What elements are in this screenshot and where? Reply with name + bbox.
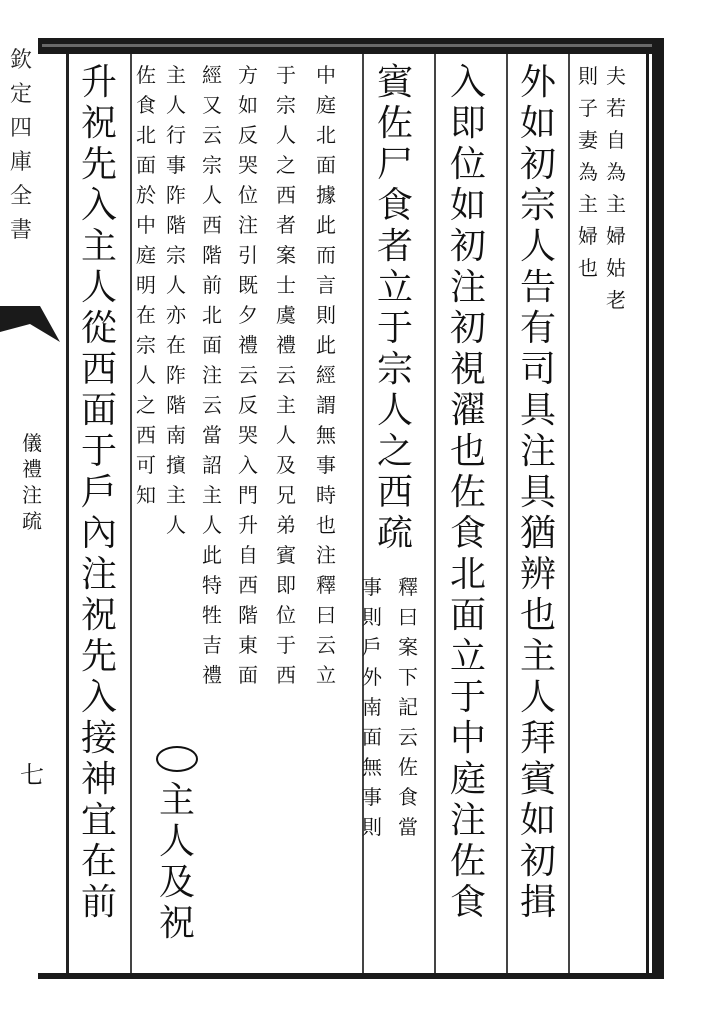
- glyph: 經: [202, 63, 222, 87]
- glyph: 阼: [166, 363, 186, 387]
- glyph: 從: [80, 308, 117, 349]
- glyph: 主: [276, 393, 296, 417]
- glyph: 注: [449, 267, 486, 308]
- glyph: 于: [80, 431, 117, 472]
- glyph: 宗: [166, 243, 186, 267]
- glyph: 注: [238, 213, 258, 237]
- glyph: 有: [519, 308, 556, 349]
- glyph: 人: [166, 513, 186, 537]
- glyph: 于: [376, 308, 413, 349]
- glyph: 人: [80, 267, 117, 308]
- glyph: 主: [519, 636, 556, 677]
- leaf-number: [20, 762, 50, 788]
- glyph: 初: [519, 144, 556, 185]
- column-rule: [434, 54, 436, 973]
- glyph: 此: [316, 333, 336, 357]
- glyph: 主: [166, 483, 186, 507]
- glyph: 宗: [276, 93, 296, 117]
- glyph: 戶: [80, 472, 117, 513]
- glyph: 北: [136, 123, 156, 147]
- glyph: 明: [136, 273, 156, 297]
- frame-top-inner-line: [42, 44, 660, 47]
- glyph: 主: [578, 192, 598, 216]
- glyph: 接: [80, 718, 117, 759]
- glyph: 老: [606, 288, 626, 312]
- glyph: 位: [276, 603, 296, 627]
- glyph: 吉: [202, 633, 222, 657]
- glyph: 初: [519, 841, 556, 882]
- glyph: 宜: [80, 800, 117, 841]
- glyph: 辨: [519, 554, 556, 595]
- glyph: 反: [238, 393, 258, 417]
- glyph: 則: [316, 303, 336, 327]
- glyph: 當: [202, 423, 222, 447]
- text-column: [517, 62, 559, 923]
- text-column: [78, 62, 120, 923]
- text-column: [134, 60, 158, 510]
- text-column: [200, 60, 224, 690]
- glyph: 司: [519, 349, 556, 390]
- glyph: 疏: [22, 509, 42, 533]
- glyph: 立: [316, 663, 336, 687]
- glyph: 于: [449, 677, 486, 718]
- glyph: 入: [449, 62, 486, 103]
- glyph: 食: [398, 785, 418, 809]
- glyph: 揖: [519, 882, 556, 923]
- glyph: 知: [136, 483, 156, 507]
- glyph: 案: [398, 635, 418, 659]
- glyph: 人: [519, 677, 556, 718]
- glyph: 云: [276, 363, 296, 387]
- glyph: 南: [362, 695, 382, 719]
- glyph: 人: [166, 93, 186, 117]
- glyph: 初: [449, 308, 486, 349]
- glyph: 謂: [316, 393, 336, 417]
- glyph: 事: [316, 453, 336, 477]
- glyph: 祝: [80, 595, 117, 636]
- glyph: 階: [166, 393, 186, 417]
- glyph: 疏: [376, 513, 413, 554]
- glyph: 宗: [202, 153, 222, 177]
- glyph: 也: [519, 595, 556, 636]
- glyph: 濯: [449, 390, 486, 431]
- glyph: 引: [238, 243, 258, 267]
- glyph: 前: [80, 882, 117, 923]
- glyph: 弟: [276, 513, 296, 537]
- glyph: 事: [362, 785, 382, 809]
- glyph: 此: [316, 213, 336, 237]
- glyph: 此: [202, 543, 222, 567]
- glyph: 入: [238, 453, 258, 477]
- glyph: 如: [238, 93, 258, 117]
- glyph: 面: [80, 390, 117, 431]
- glyph: 宗: [376, 349, 413, 390]
- glyph: 面: [316, 153, 336, 177]
- glyph: 主: [80, 226, 117, 267]
- glyph: 拜: [519, 718, 556, 759]
- glyph: 如: [519, 800, 556, 841]
- frame-right-inner-line: [646, 54, 649, 973]
- glyph: 注: [519, 431, 556, 472]
- glyph: 為: [578, 160, 598, 184]
- glyph: 人: [158, 821, 195, 862]
- glyph: 西: [276, 183, 296, 207]
- glyph: 先: [80, 144, 117, 185]
- glyph: 階: [166, 213, 186, 237]
- glyph: 全: [9, 184, 32, 209]
- glyph: 欽: [9, 48, 32, 73]
- glyph: 賓: [519, 759, 556, 800]
- glyph: 反: [238, 123, 258, 147]
- glyph: 位: [238, 183, 258, 207]
- text-column: [274, 60, 298, 690]
- glyph: 云: [398, 725, 418, 749]
- glyph: 曰: [398, 605, 418, 629]
- glyph: 食: [136, 93, 156, 117]
- glyph: 人: [276, 423, 296, 447]
- glyph: 為: [606, 160, 626, 184]
- glyph: 西: [238, 573, 258, 597]
- glyph: 佐: [398, 755, 418, 779]
- glyph: 中: [316, 63, 336, 87]
- glyph: 注: [202, 363, 222, 387]
- glyph: 妻: [578, 128, 598, 152]
- glyph: 西: [202, 213, 222, 237]
- glyph: 面: [362, 725, 382, 749]
- frame-left-border: [66, 54, 69, 973]
- glyph: 即: [449, 103, 486, 144]
- text-column: [447, 62, 489, 923]
- glyph: 事: [362, 575, 382, 599]
- glyph: 於: [136, 183, 156, 207]
- glyph: 北: [449, 554, 486, 595]
- glyph: 定: [9, 82, 32, 107]
- glyph: 位: [449, 144, 486, 185]
- glyph: 下: [398, 665, 418, 689]
- glyph: 賓: [376, 62, 413, 103]
- glyph: 擯: [166, 453, 186, 477]
- glyph: 禮: [22, 457, 42, 481]
- glyph: 夫: [606, 64, 626, 88]
- glyph: 視: [449, 349, 486, 390]
- glyph: 在: [80, 841, 117, 882]
- glyph: 七: [20, 761, 44, 789]
- glyph: 佐: [449, 841, 486, 882]
- glyph: 食: [376, 185, 413, 226]
- glyph: 如: [449, 185, 486, 226]
- glyph: 可: [136, 453, 156, 477]
- margin-label: [20, 430, 44, 534]
- annotation-column: [360, 572, 384, 842]
- section-circle-mark: [156, 746, 198, 772]
- glyph: 人: [276, 123, 296, 147]
- glyph: 北: [202, 303, 222, 327]
- glyph: 釋: [316, 573, 336, 597]
- glyph: 階: [238, 603, 258, 627]
- glyph: 也: [578, 256, 598, 280]
- glyph: 釋: [398, 575, 418, 599]
- glyph: 面: [136, 153, 156, 177]
- glyph: 注: [449, 800, 486, 841]
- text-column: [236, 60, 260, 690]
- glyph: 佐: [136, 63, 156, 87]
- glyph: 前: [202, 273, 222, 297]
- glyph: 佐: [376, 103, 413, 144]
- text-column: [374, 62, 416, 554]
- glyph: 時: [316, 483, 336, 507]
- text-column: [576, 60, 600, 284]
- glyph: 神: [80, 759, 117, 800]
- glyph: 事: [166, 153, 186, 177]
- glyph: 升: [238, 513, 258, 537]
- glyph: 主: [606, 192, 626, 216]
- glyph: 入: [80, 185, 117, 226]
- glyph: 南: [166, 423, 186, 447]
- glyph: 之: [136, 393, 156, 417]
- glyph: 東: [238, 633, 258, 657]
- glyph: 行: [166, 123, 186, 147]
- glyph: 云: [202, 393, 222, 417]
- glyph: 方: [238, 63, 258, 87]
- column-rule: [130, 54, 132, 973]
- glyph: 人: [519, 226, 556, 267]
- glyph: 自: [238, 543, 258, 567]
- glyph: 如: [519, 103, 556, 144]
- glyph: 西: [80, 349, 117, 390]
- glyph: 夕: [238, 303, 258, 327]
- fish-tail-ornament: [0, 306, 60, 342]
- glyph: 之: [376, 431, 413, 472]
- glyph: 人: [202, 183, 222, 207]
- glyph: 具: [519, 390, 556, 431]
- glyph: 者: [376, 226, 413, 267]
- glyph: 立: [449, 636, 486, 677]
- glyph: 記: [398, 695, 418, 719]
- glyph: 無: [362, 755, 382, 779]
- text-column: [314, 60, 338, 690]
- glyph: 外: [519, 62, 556, 103]
- glyph: 注: [316, 543, 336, 567]
- glyph: 也: [316, 513, 336, 537]
- glyph: 曰: [316, 603, 336, 627]
- glyph: 賓: [276, 543, 296, 567]
- text-column: [164, 60, 188, 540]
- glyph: 虞: [276, 303, 296, 327]
- glyph: 在: [136, 303, 156, 327]
- glyph: 哭: [238, 153, 258, 177]
- glyph: 主: [158, 780, 195, 821]
- glyph: 云: [238, 363, 258, 387]
- glyph: 人: [202, 513, 222, 537]
- glyph: 阼: [166, 183, 186, 207]
- glyph: 祝: [158, 903, 195, 944]
- glyph: 經: [316, 363, 336, 387]
- glyph: 告: [519, 267, 556, 308]
- glyph: 當: [398, 815, 418, 839]
- glyph: 特: [202, 573, 222, 597]
- glyph: 禮: [202, 663, 222, 687]
- leaf-edge-title: [0, 44, 38, 314]
- glyph: 自: [606, 128, 626, 152]
- glyph: 注: [22, 483, 42, 507]
- glyph: 案: [276, 243, 296, 267]
- glyph: 中: [136, 213, 156, 237]
- glyph: 人: [376, 390, 413, 431]
- glyph: 于: [276, 633, 296, 657]
- glyph: 西: [376, 472, 413, 513]
- glyph: 而: [316, 243, 336, 267]
- glyph: 禮: [238, 333, 258, 357]
- glyph: 牲: [202, 603, 222, 627]
- glyph: 面: [202, 333, 222, 357]
- frame-right-border: [652, 38, 664, 979]
- glyph: 面: [449, 595, 486, 636]
- glyph: 初: [449, 226, 486, 267]
- glyph: 及: [276, 453, 296, 477]
- glyph: 人: [136, 363, 156, 387]
- glyph: 則: [362, 605, 382, 629]
- annotation-column: [396, 572, 420, 842]
- glyph: 哭: [238, 423, 258, 447]
- glyph: 詔: [202, 453, 222, 477]
- glyph: 則: [362, 815, 382, 839]
- glyph: 庭: [449, 759, 486, 800]
- glyph: 子: [578, 96, 598, 120]
- glyph: 祝: [80, 103, 117, 144]
- glyph: 庭: [316, 93, 336, 117]
- glyph: 言: [316, 273, 336, 297]
- glyph: 據: [316, 183, 336, 207]
- glyph: 戶: [362, 635, 382, 659]
- glyph: 則: [578, 64, 598, 88]
- glyph: 門: [238, 483, 258, 507]
- glyph: 尸: [376, 144, 413, 185]
- glyph: 面: [238, 663, 258, 687]
- glyph: 階: [202, 243, 222, 267]
- glyph: 也: [449, 431, 486, 472]
- glyph: 先: [80, 636, 117, 677]
- glyph: 主: [202, 483, 222, 507]
- glyph: 中: [449, 718, 486, 759]
- glyph: 升: [80, 62, 117, 103]
- glyph: 者: [276, 213, 296, 237]
- glyph: 庫: [9, 150, 32, 175]
- glyph: 立: [376, 267, 413, 308]
- glyph: 儀: [22, 431, 42, 455]
- glyph: 具: [519, 472, 556, 513]
- glyph: 既: [238, 273, 258, 297]
- glyph: 云: [202, 123, 222, 147]
- glyph: 食: [449, 513, 486, 554]
- glyph: 婦: [606, 224, 626, 248]
- glyph: 云: [316, 633, 336, 657]
- glyph: 北: [316, 123, 336, 147]
- glyph: 庭: [136, 243, 156, 267]
- glyph: 宗: [136, 333, 156, 357]
- column-rule: [568, 54, 570, 973]
- glyph: 書: [9, 218, 32, 243]
- glyph: 兄: [276, 483, 296, 507]
- glyph: 士: [276, 273, 296, 297]
- glyph: 婦: [578, 224, 598, 248]
- glyph: 內: [80, 513, 117, 554]
- glyph: 佐: [449, 472, 486, 513]
- glyph: 亦: [166, 303, 186, 327]
- glyph: 外: [362, 665, 382, 689]
- glyph: 四: [9, 116, 32, 141]
- column-rule: [506, 54, 508, 973]
- frame-bottom-border: [38, 973, 664, 979]
- glyph: 猶: [519, 513, 556, 554]
- text-column: [604, 60, 628, 316]
- text-column-tail: [156, 740, 198, 944]
- glyph: 即: [276, 573, 296, 597]
- glyph: 于: [276, 63, 296, 87]
- glyph: 之: [276, 153, 296, 177]
- glyph: 食: [449, 882, 486, 923]
- glyph: 姑: [606, 256, 626, 280]
- glyph: 主: [166, 63, 186, 87]
- glyph: 無: [316, 423, 336, 447]
- glyph: 人: [166, 273, 186, 297]
- glyph: 又: [202, 93, 222, 117]
- glyph: 在: [166, 333, 186, 357]
- glyph: 注: [80, 554, 117, 595]
- glyph: 及: [158, 862, 195, 903]
- glyph: 入: [80, 677, 117, 718]
- glyph: 西: [276, 663, 296, 687]
- glyph: 西: [136, 423, 156, 447]
- glyph: 若: [606, 96, 626, 120]
- glyph: 禮: [276, 333, 296, 357]
- glyph: 宗: [519, 185, 556, 226]
